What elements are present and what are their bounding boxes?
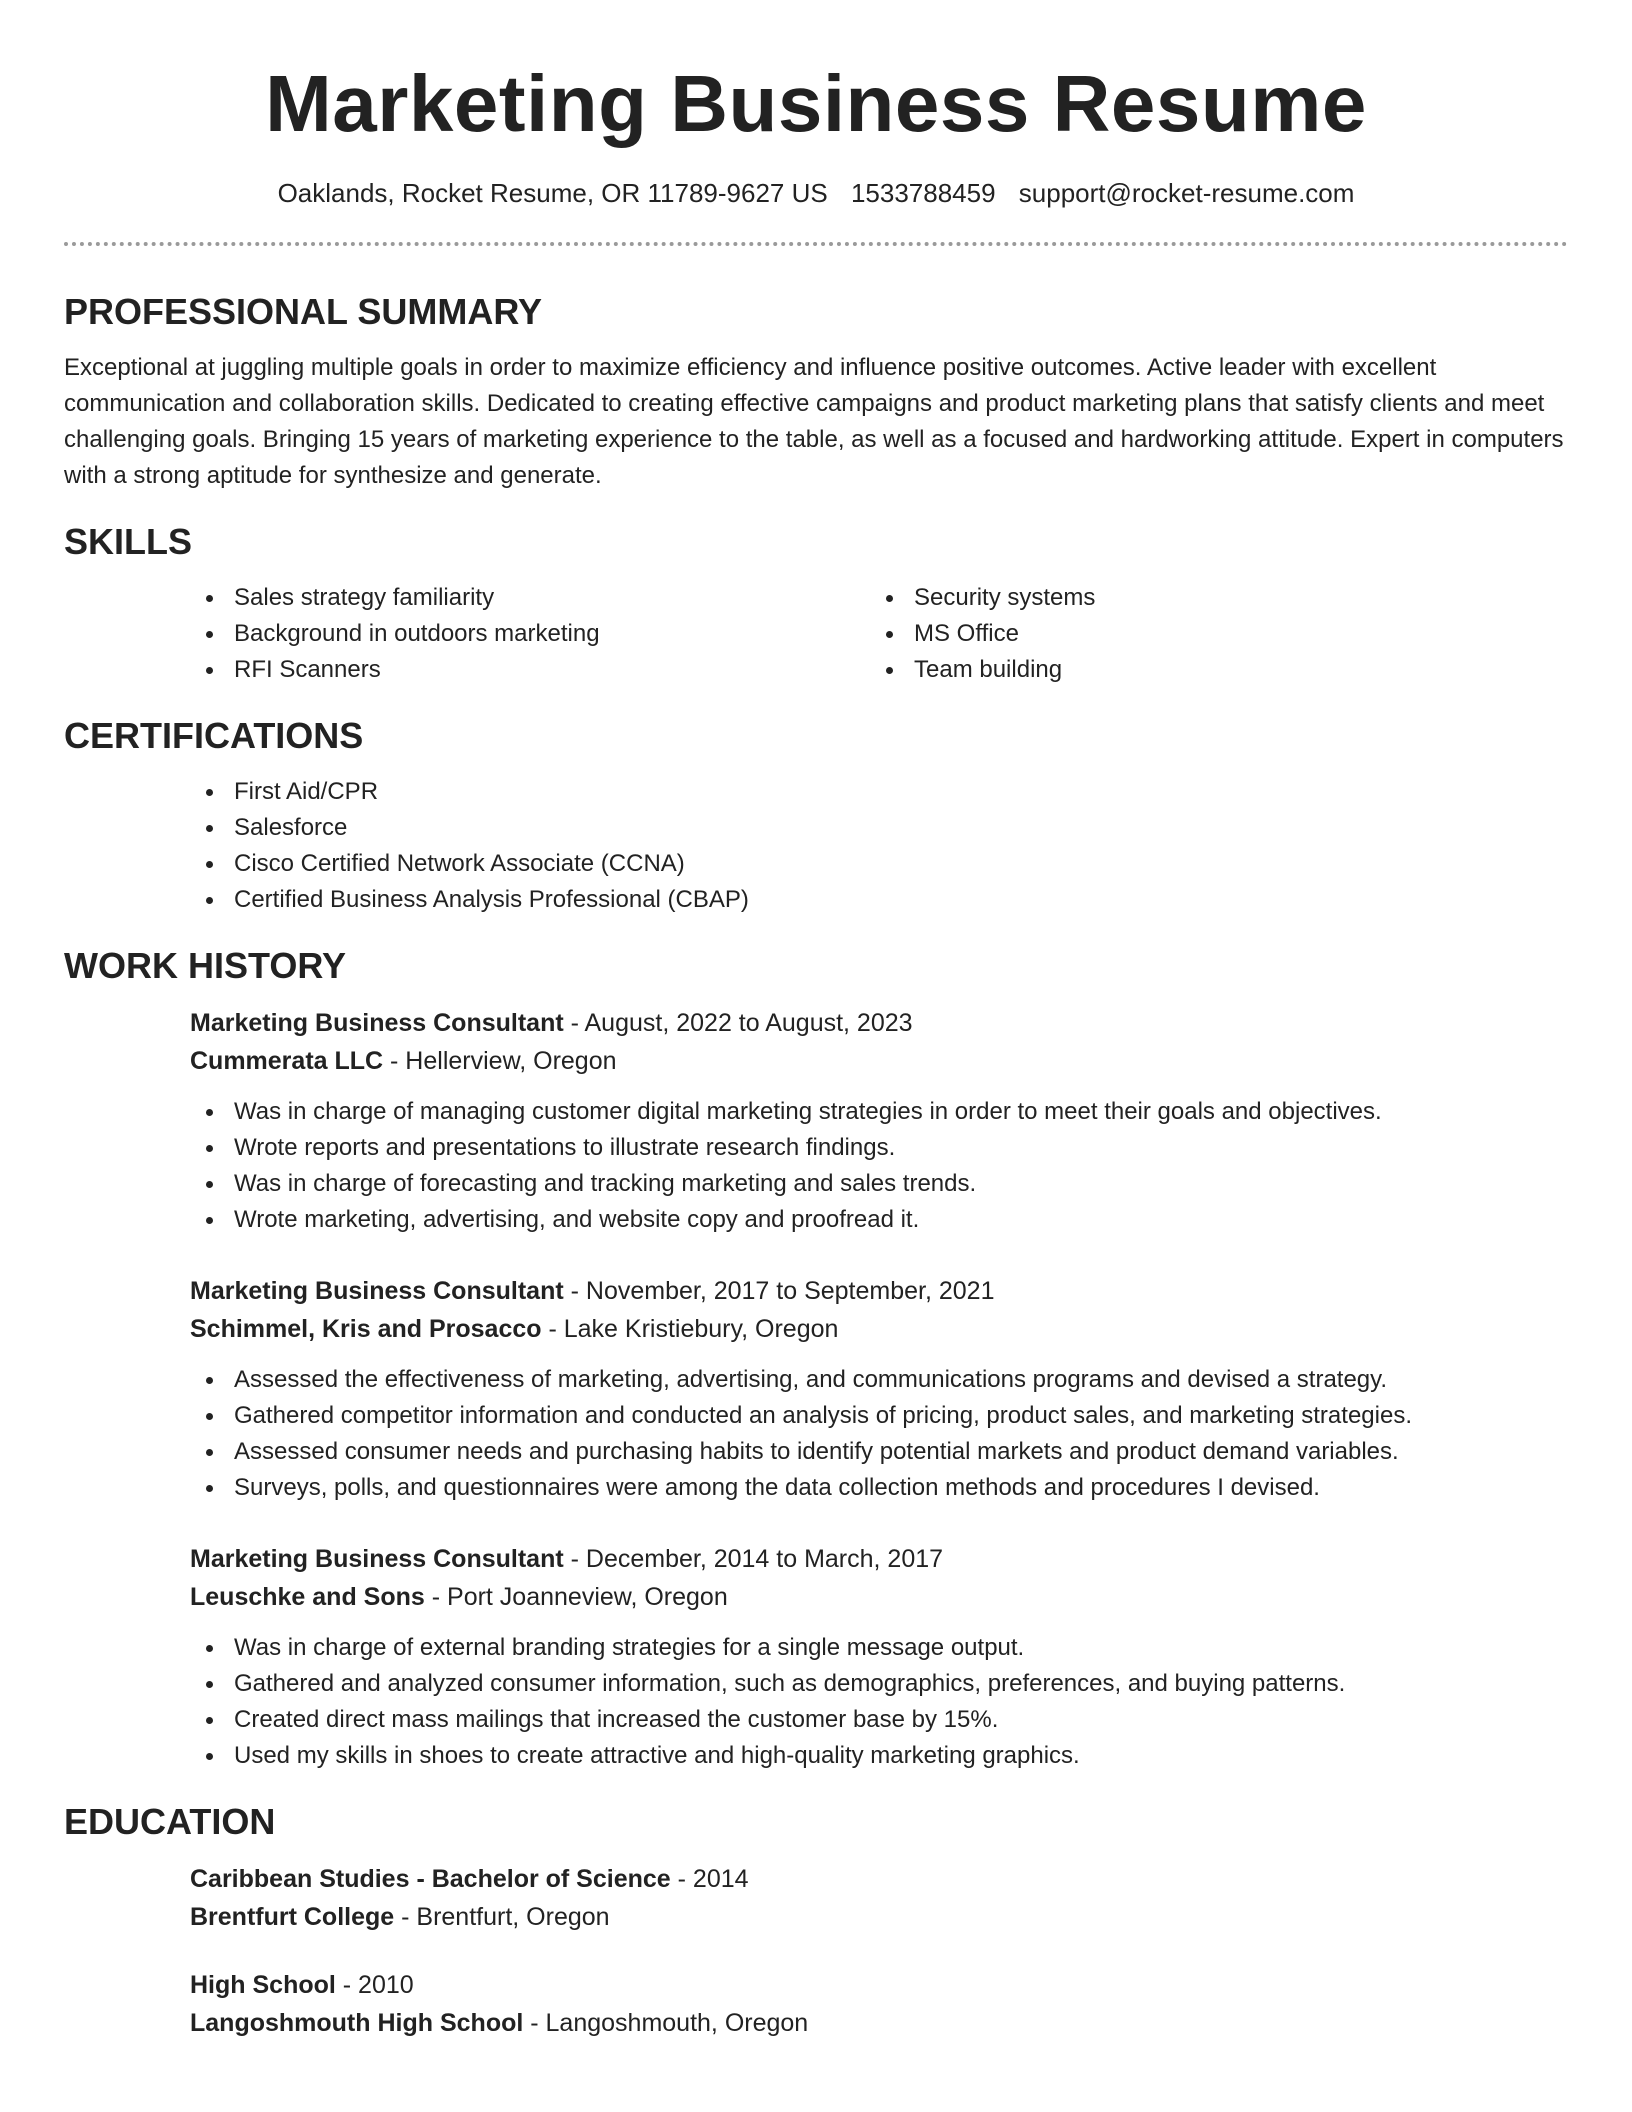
job-company: Schimmel, Kris and Prosacco — [190, 1315, 542, 1343]
list-item: Used my skills in shoes to create attractive and high-quality marketing graphics. — [190, 1738, 1568, 1774]
summary-heading: PROFESSIONAL SUMMARY — [64, 291, 543, 332]
job-location: - Port Joanneview, Oregon — [424, 1583, 728, 1611]
list-item: Sales strategy familiarity — [190, 580, 870, 616]
skills-column-left — [190, 580, 870, 688]
education-entry — [190, 1860, 1568, 1936]
list-item: Salesforce — [190, 810, 1568, 846]
list-item: Assessed consumer needs and purchasing habits to identify potential markets and product demand variables. — [190, 1434, 1568, 1470]
list-item: Gathered and analyzed consumer information, such as demographics, preferences, and buying patterns. — [190, 1666, 1568, 1702]
job-company: Cummerata LLC — [190, 1047, 384, 1075]
education-location: - Brentfurt, Oregon — [394, 1903, 610, 1931]
job-company-line — [190, 1042, 1568, 1080]
education-heading: EDUCATION — [64, 1801, 276, 1842]
skills-column-right — [870, 580, 1550, 688]
education-degree: Caribbean Studies - Bachelor of Science — [190, 1865, 671, 1893]
list-item: Was in charge of external branding strategies for a single message output. — [190, 1630, 1568, 1666]
education-degree: High School — [190, 1971, 336, 1999]
contact-phone: 1533788459 — [850, 178, 996, 208]
list-item: Cisco Certified Network Associate (CCNA) — [190, 846, 1568, 882]
job-location: - Lake Kristiebury, Oregon — [541, 1315, 839, 1343]
education-location: - Langoshmouth, Oregon — [523, 2009, 809, 2037]
list-item: Assessed the effectiveness of marketing, advertising, and communications programs and devised a strategy. — [190, 1362, 1568, 1398]
job-title-line — [190, 1540, 1568, 1578]
education-school-line — [190, 1898, 1568, 1936]
job-dates: - November, 2017 to September, 2021 — [563, 1277, 995, 1305]
list-item: RFI Scanners — [190, 652, 870, 688]
job-dates: - August, 2022 to August, 2023 — [563, 1009, 913, 1037]
job-title: Marketing Business Consultant — [190, 1277, 564, 1305]
job-title: Marketing Business Consultant — [190, 1009, 564, 1037]
work-history-heading: WORK HISTORY — [64, 945, 347, 986]
job-entry — [190, 1004, 1568, 1238]
job-dates: - December, 2014 to March, 2017 — [563, 1545, 944, 1573]
resume-page — [64, 0, 1568, 2042]
contact-line — [64, 176, 1568, 210]
list-item: Was in charge of forecasting and tracking marketing and sales trends. — [190, 1166, 1568, 1202]
job-company-line — [190, 1310, 1568, 1348]
job-entry — [190, 1272, 1568, 1506]
job-bullets — [190, 1094, 1568, 1238]
summary-text: Exceptional at juggling multiple goals in order to maximize efficiency and influence positive outcomes. Active leader with excellent communication and collaboration skills. Dedicated to creating effective campaigns and product marketing plans that satisfy clients and meet challenging goals. Bringing 15 years of marketing experience to the table, as well as a focused and hardworking attitude. Expert in computers with a strong aptitude for synthesize and generate. — [64, 354, 1564, 489]
education-year: - 2014 — [670, 1865, 749, 1893]
education-entry — [190, 1966, 1568, 2042]
resume-title: Marketing Business Resume — [265, 59, 1367, 148]
header-divider — [64, 242, 1568, 246]
certifications-heading: CERTIFICATIONS — [64, 715, 364, 756]
list-item: Wrote marketing, advertising, and website copy and proofread it. — [190, 1202, 1568, 1238]
education-school: Brentfurt College — [190, 1903, 395, 1931]
job-title: Marketing Business Consultant — [190, 1545, 564, 1573]
list-item: Team building — [870, 652, 1550, 688]
contact-email: support@rocket-resume.com — [1018, 178, 1355, 208]
education-degree-line — [190, 1860, 1568, 1898]
list-item: Gathered competitor information and conducted an analysis of pricing, product sales, and marketing strategies. — [190, 1398, 1568, 1434]
job-bullets — [190, 1630, 1568, 1774]
certifications-list — [190, 774, 1568, 918]
education-year: - 2010 — [335, 1971, 414, 1999]
list-item: Security systems — [870, 580, 1550, 616]
job-company-line — [190, 1578, 1568, 1616]
list-item: Background in outdoors marketing — [190, 616, 870, 652]
education-school: Langoshmouth High School — [190, 2009, 524, 2037]
list-item: Wrote reports and presentations to illustrate research findings. — [190, 1130, 1568, 1166]
list-item: First Aid/CPR — [190, 774, 1568, 810]
skills-heading: SKILLS — [64, 521, 193, 562]
list-item: Surveys, polls, and questionnaires were among the data collection methods and procedures I devised. — [190, 1470, 1568, 1506]
skills-list — [190, 580, 1568, 688]
job-location: - Hellerview, Oregon — [383, 1047, 617, 1075]
job-title-line — [190, 1272, 1568, 1310]
contact-address: Oaklands, Rocket Resume, OR 11789-9627 US — [277, 178, 828, 208]
job-title-line — [190, 1004, 1568, 1042]
education-degree-line — [190, 1966, 1568, 2004]
list-item: Created direct mass mailings that increased the customer base by 15%. — [190, 1702, 1568, 1738]
list-item: Was in charge of managing customer digital marketing strategies in order to meet their goals and objectives. — [190, 1094, 1568, 1130]
job-entry — [190, 1540, 1568, 1774]
job-company: Leuschke and Sons — [190, 1583, 425, 1611]
education-school-line — [190, 2004, 1568, 2042]
job-bullets — [190, 1362, 1568, 1506]
list-item: Certified Business Analysis Professional (CBAP) — [190, 882, 1568, 918]
list-item: MS Office — [870, 616, 1550, 652]
